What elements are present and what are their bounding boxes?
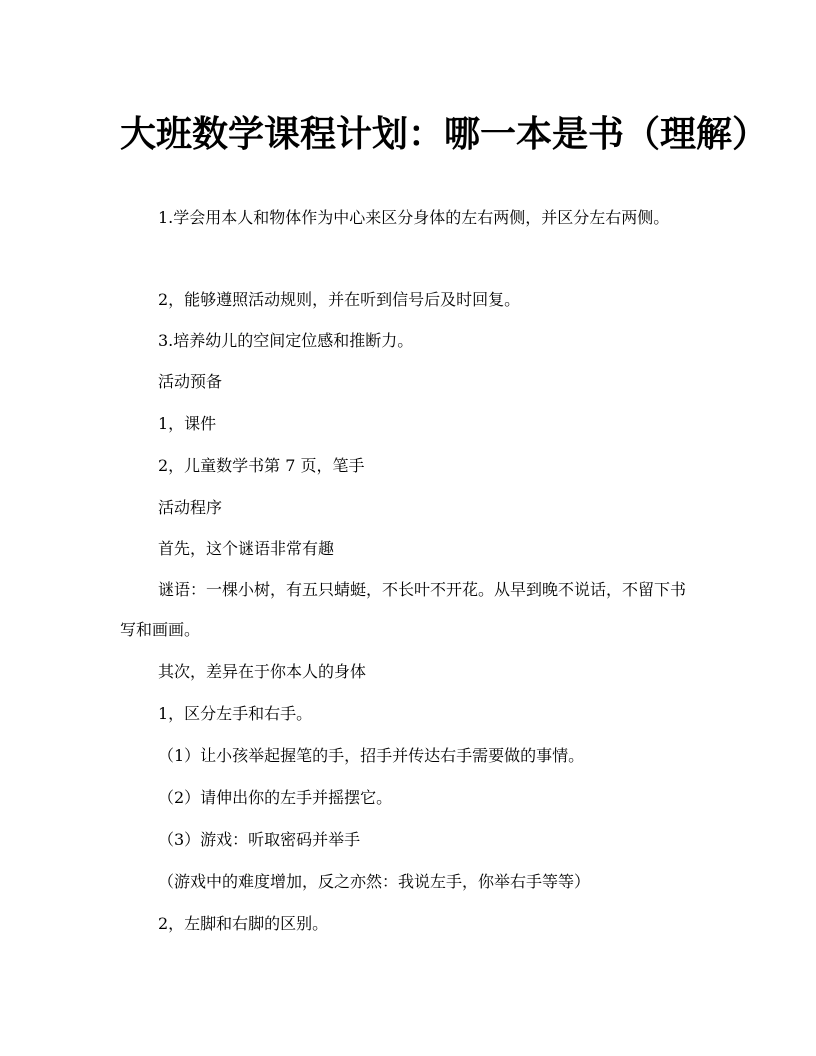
paragraph-prep-1: 1，课件 [158,414,217,433]
paragraph-hands-1: （1）让小孩举起握笔的手，招手并传达右手需要做的事情。 [158,746,585,765]
paragraph-step-second: 其次，差异在于你本人的身体 [158,662,367,681]
document-title: 大班数学课程计划：哪一本是书（理解） [120,113,769,155]
paragraph-hands-3: （3）游戏：听取密码并举手 [158,830,361,849]
paragraph-game-note: （游戏中的难度增加，反之亦然：我说左手，你举右手等等） [158,872,591,891]
paragraph-feet: 2，左脚和右脚的区别。 [158,914,329,933]
paragraph-objective-3: 3.培养幼儿的空间定位感和推断力。 [158,331,414,350]
paragraph-riddle: 谜语：一棵小树，有五只蜻蜓，不长叶不开花。从早到晚不说话，不留下书写和画画。 [120,580,687,639]
section-heading-procedure: 活动程序 [158,498,223,517]
section-heading-preparation: 活动预备 [158,372,223,391]
paragraph-objective-1: 1.学会用本人和物体作为中心来区分身体的左右两侧，并区分左右两侧。 [158,208,670,227]
paragraph-hands: 1，区分左手和右手。 [158,704,313,723]
paragraph-step-first: 首先，这个谜语非常有趣 [158,539,335,558]
paragraph-prep-2: 2，儿童数学书第 7 页，笔手 [158,456,365,475]
paragraph-hands-2: （2）请伸出你的左手并摇摆它。 [158,788,393,807]
paragraph-objective-2: 2，能够遵照活动规则，并在听到信号后及时回复。 [158,290,521,309]
